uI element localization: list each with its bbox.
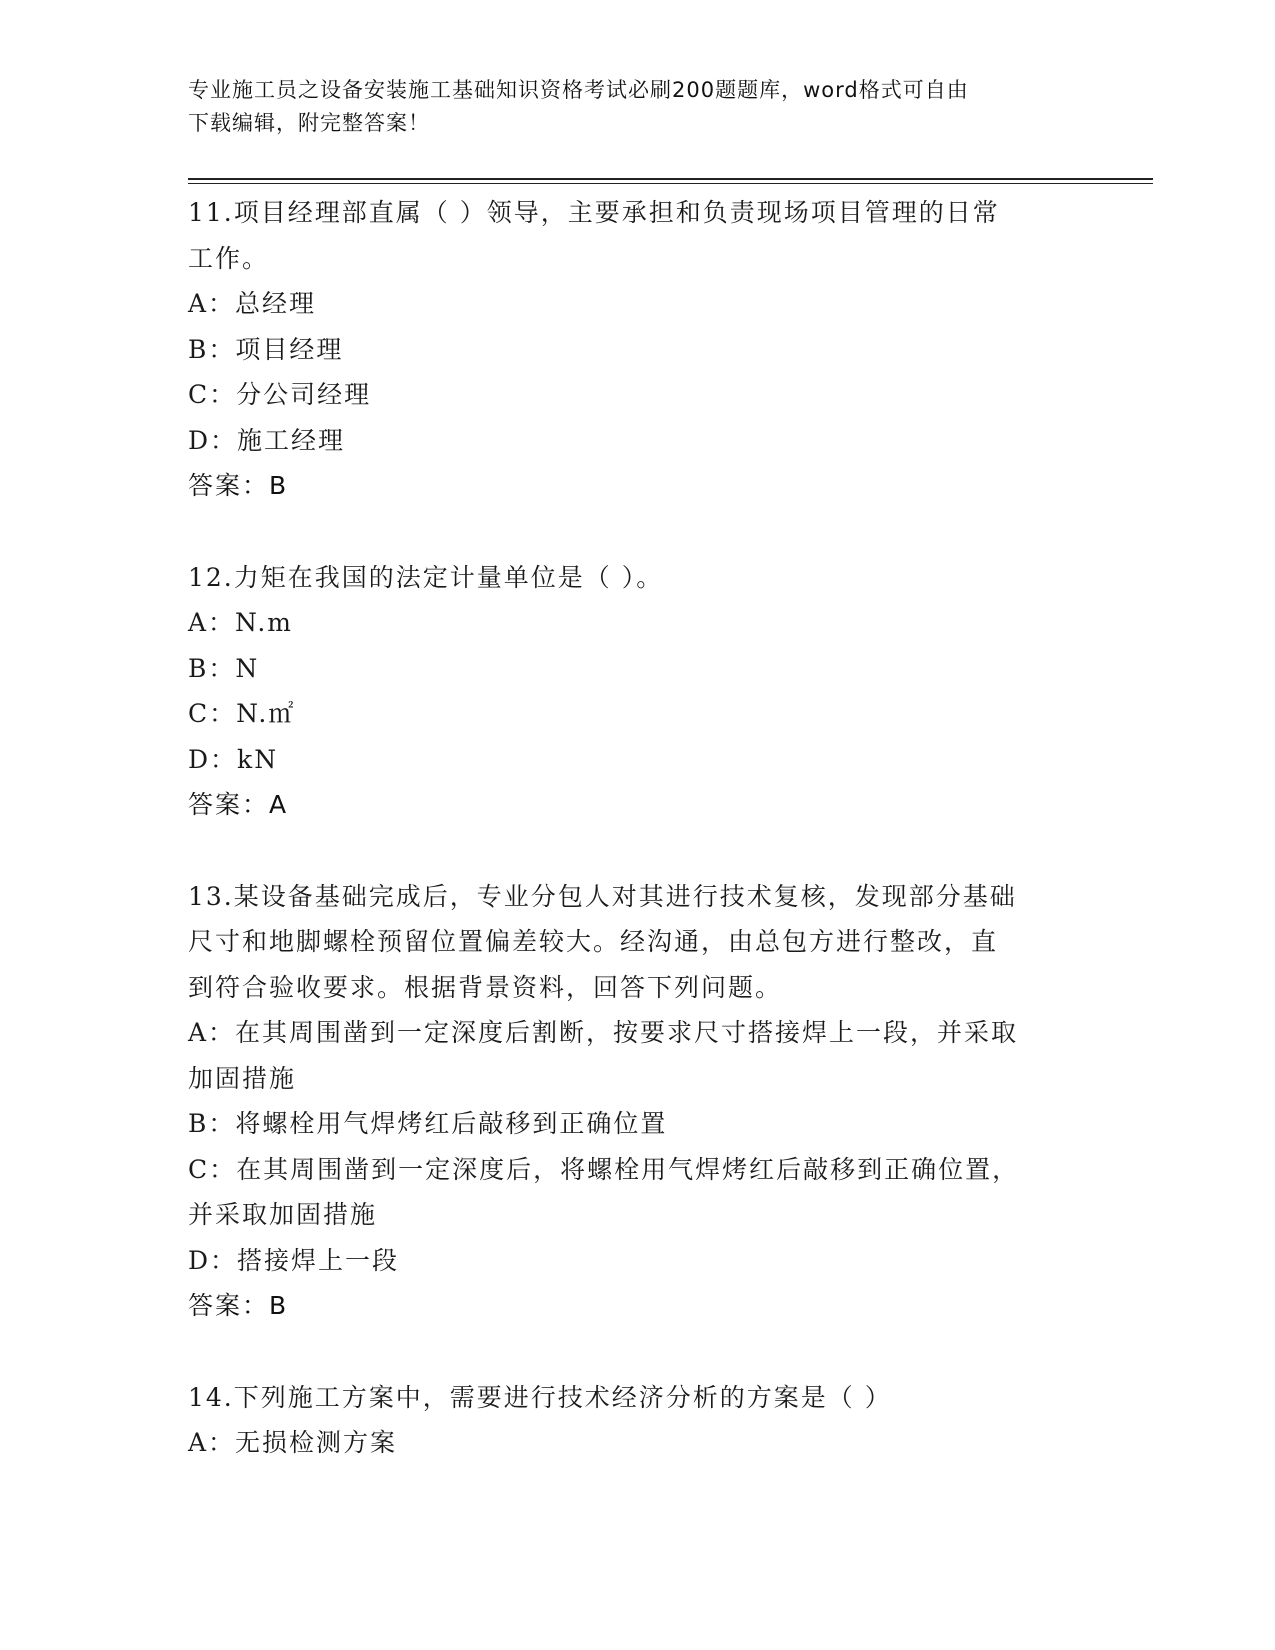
questions-list [188, 190, 1088, 1466]
header-line-1: 专业施工员之设备安装施工基础知识资格考试必刷200题题库，word格式可自由 [188, 78, 969, 102]
question-spacer [188, 509, 1088, 555]
option-d: D：搭接焊上一段 [188, 1245, 400, 1275]
question-stem-line: 12.力矩在我国的法定计量单位是（ ）。 [188, 562, 664, 592]
document-header [188, 74, 1088, 140]
question-stem-line: 13.某设备基础完成后，专业分包人对其进行技术复核，发现部分基础 [188, 881, 1017, 911]
option-a: A：总经理 [188, 289, 317, 318]
option-b: B：将螺栓用气焊烤红后敲移到正确位置 [188, 1109, 668, 1138]
option-a: A：无损检测方案 [188, 1428, 398, 1457]
option-c-continued: 并采取加固措施 [188, 1200, 378, 1229]
question-stem-line: 11.项目经理部直属（ ）领导，主要承担和负责现场项目管理的日常 [188, 198, 1000, 227]
answer-line: 答案：B [188, 1291, 289, 1320]
question-11 [188, 190, 1088, 509]
question-13 [188, 874, 1088, 1329]
header-divider-thin [188, 183, 1153, 184]
option-a: A：在其周围凿到一定深度后割断，按要求尺寸搭接焊上一段，并采取 [188, 1018, 1019, 1047]
answer-line: 答案：B [188, 471, 289, 500]
option-b: B：N [188, 653, 260, 683]
option-c: C：N.㎡ [188, 699, 296, 728]
header-divider-thick [188, 178, 1153, 180]
question-stem-line: 到符合验收要求。根据背景资料，回答下列问题。 [188, 972, 783, 1002]
option-d: D：施工经理 [188, 425, 346, 455]
option-c: C：分公司经理 [188, 380, 372, 409]
option-b: B：项目经理 [188, 334, 344, 364]
option-a: A：N.m [188, 608, 293, 637]
answer-line: 答案：A [188, 790, 289, 819]
question-stem-line: 14.下列施工方案中，需要进行技术经济分析的方案是（ ） [188, 1382, 892, 1412]
option-c: C：在其周围凿到一定深度后，将螺栓用气焊烤红后敲移到正确位置， [188, 1154, 1020, 1184]
question-12 [188, 555, 1088, 828]
question-stem-line: 尺寸和地脚螺栓预留位置偏差较大。经沟通，由总包方进行整改，直 [188, 927, 999, 956]
question-stem-line: 工作。 [188, 243, 270, 273]
question-spacer [188, 828, 1088, 874]
question-spacer [188, 1329, 1088, 1375]
header-line-2: 下载编辑，附完整答案！ [188, 111, 430, 135]
option-d: D：kN [188, 744, 279, 774]
option-a-continued: 加固措施 [188, 1063, 297, 1093]
question-14 [188, 1375, 1088, 1466]
